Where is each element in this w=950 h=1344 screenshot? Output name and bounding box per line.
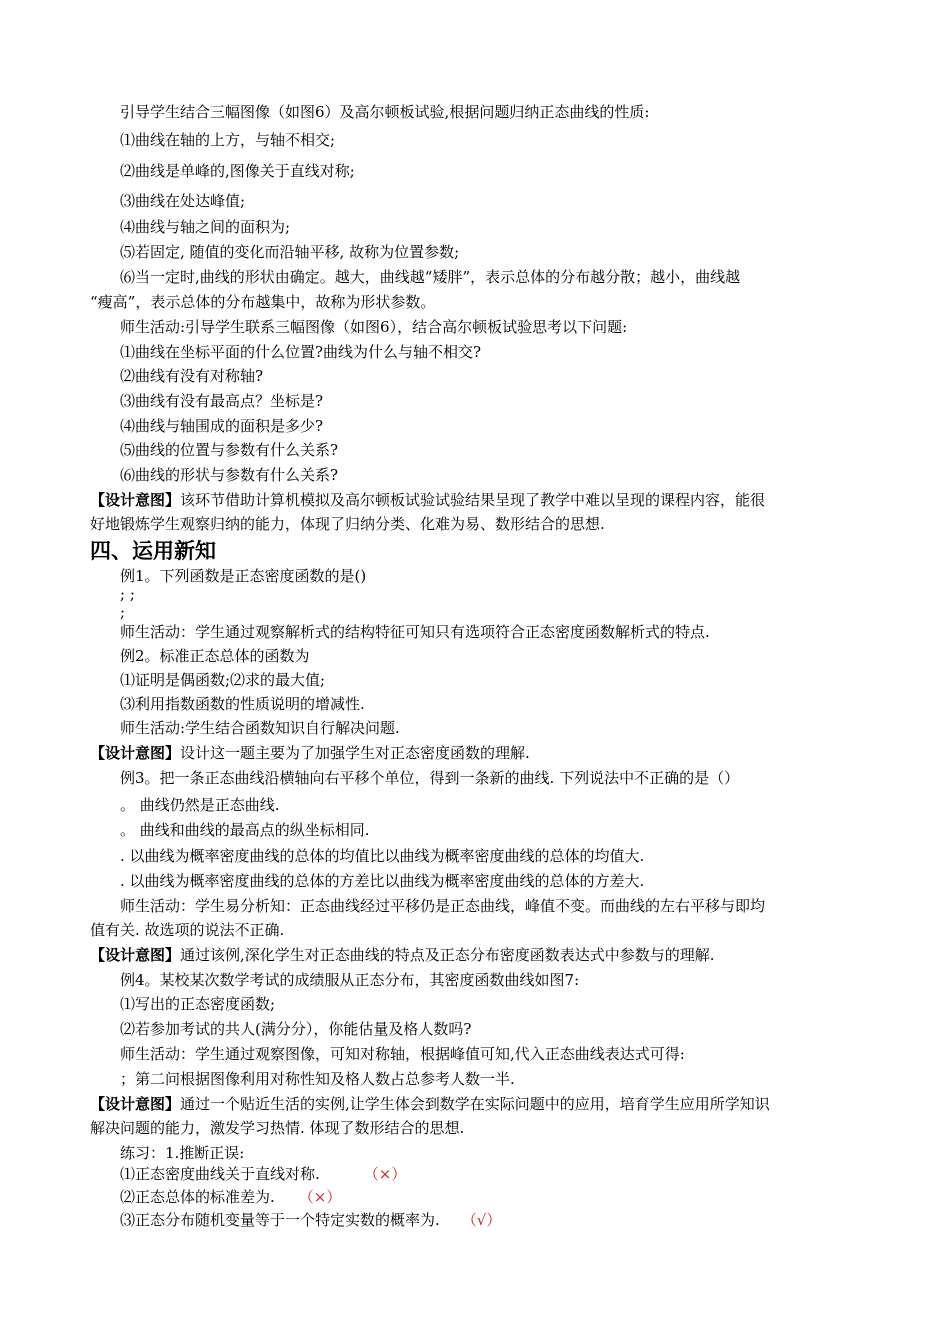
- example-3-option: . 以曲线为概率密度曲线的总体的均值比以曲线为概率密度曲线的总体的均值大.: [120, 847, 645, 865]
- example-3-option: 。 曲线和曲线的最高点的纵坐标相同.: [120, 821, 370, 839]
- design-intent-continuation: 解决问题的能力，激发学习热情. 体现了数形结合的思想.: [90, 1119, 465, 1137]
- example-3-option: . 以曲线为概率密度曲线的总体的方差比以曲线为概率密度曲线的总体的方差大.: [120, 872, 645, 890]
- property-item: ⑴曲线在轴的上方，与轴不相交;: [120, 131, 336, 149]
- question-item: ⑸曲线的位置与参数有什么关系?: [120, 441, 339, 459]
- example-3-title: 例3。把一条正态曲线沿横轴向右平移个单位，得到一条新的曲线. 下列说法中不正确的是（）: [120, 769, 740, 787]
- exercise-item: [120, 1187, 341, 1207]
- example-1-title: 例1。下列函数是正态密度函数的是(): [120, 567, 367, 585]
- design-intent-paragraph: [90, 743, 530, 763]
- design-intent-text: 通过一个贴近生活的实例,让学生体会到数学在实际问题中的应用，培育学生应用所学知识: [180, 1095, 770, 1113]
- exercise-item: [120, 1164, 406, 1184]
- exercise-item: [120, 1210, 501, 1230]
- properties-intro: 引导学生结合三幅图像（如图6）及高尔顿板试验,根据问题归纳正态曲线的性质:: [120, 103, 650, 121]
- design-intent-label: 【设计意图】: [90, 946, 181, 964]
- property-item: ⑸若固定, 随值的变化而沿轴平移, 故称为位置参数;: [120, 243, 460, 261]
- wrong-mark: （×）: [363, 1165, 407, 1183]
- design-intent-label: 【设计意图】: [90, 491, 181, 509]
- exercise-statement: ⑵正态总体的标准差为.: [120, 1188, 275, 1206]
- property-item-continuation: “瘦高”，表示总体的分布越集中，故称为形状参数。: [90, 293, 436, 311]
- exercise-statement: ⑶正态分布随机变量等于一个特定实数的概率为.: [120, 1211, 440, 1229]
- example-2-activity: 师生活动:学生结合函数知识自行解决问题.: [120, 719, 400, 737]
- exercise-statement: ⑴正态密度曲线关于直线对称.: [120, 1165, 320, 1183]
- teacher-activity: 师生活动:引导学生联系三幅图像（如图6），结合高尔顿板试验思考以下问题:: [120, 318, 628, 336]
- section-title: 四、运用新知: [90, 539, 216, 563]
- property-item: ⑷曲线与轴之间的面积为;: [120, 218, 291, 236]
- exercise-title: 练习：1.推断正误:: [120, 1144, 245, 1162]
- example-2-parts: ⑴证明是偶函数;⑵求的最大值;: [120, 671, 326, 689]
- example-1-options: ; ;: [120, 585, 135, 603]
- example-4-part: ⑴写出的正态密度函数;: [120, 995, 276, 1013]
- design-intent-text: 该环节借助计算机模拟及高尔顿板试验试验结果呈现了教学中难以呈现的课程内容，能很: [180, 491, 766, 509]
- design-intent-paragraph: [90, 490, 765, 510]
- design-intent-text: 通过该例,深化学生对正态曲线的特点及正态分布密度函数表达式中参数与的理解.: [180, 946, 715, 964]
- example-4-activity: 师生活动：学生通过观察图像，可知对称轴，根据峰值可知,代入正态曲线表达式可得:: [120, 1045, 685, 1063]
- question-item: ⑶曲线有没有最高点？坐标是?: [120, 392, 324, 410]
- example-4-part: ⑵若参加考试的共人(满分分），你能估量及格人数吗?: [120, 1020, 472, 1038]
- design-intent-paragraph: [90, 1094, 770, 1114]
- correct-mark: （√）: [461, 1211, 502, 1229]
- example-1-activity: 师生活动：学生通过观察解析式的结构特征可知只有选项符合正态密度函数解析式的特点.: [120, 623, 710, 641]
- design-intent-label: 【设计意图】: [90, 1095, 181, 1113]
- example-3-activity-continuation: 值有关. 故选项的说法不正确.: [90, 921, 285, 939]
- question-item: ⑴曲线在坐标平面的什么位置?曲线为什么与轴不相交?: [120, 343, 482, 361]
- wrong-mark: （×）: [298, 1188, 342, 1206]
- example-1-options: ;: [120, 603, 126, 621]
- question-item: ⑷曲线与轴围成的面积是多少?: [120, 417, 324, 435]
- example-3-activity: 师生活动：学生易分析知：正态曲线经过平移仍是正态曲线，峰值不变。而曲线的左右平移与即均: [120, 897, 766, 915]
- design-intent-label: 【设计意图】: [90, 744, 181, 762]
- example-2-title: 例2。标准正态总体的函数为: [120, 647, 310, 665]
- design-intent-paragraph: [90, 945, 715, 965]
- question-item: ⑹曲线的形状与参数有什么关系?: [120, 466, 339, 484]
- property-item: ⑶曲线在处达峰值;: [120, 192, 246, 210]
- design-intent-text: 设计这一题主要为了加强学生对正态密度函数的理解.: [180, 744, 530, 762]
- example-3-option: 。 曲线仍然是正态曲线.: [120, 796, 280, 814]
- property-item: ⑹当一定时,曲线的形状由确定。越大，曲线越“矮胖”，表示总体的分布越分散；越小，曲线越: [120, 268, 741, 286]
- example-2-parts: ⑶利用指数函数的性质说明的增减性.: [120, 695, 365, 713]
- example-4-activity-continuation: ；第二问根据图像利用对称性知及格人数占总参考人数一半.: [120, 1070, 515, 1088]
- property-item: ⑵曲线是单峰的,图像关于直线对称;: [120, 162, 355, 180]
- example-4-title: 例4。某校某次数学考试的成绩服从正态分布，其密度函数曲线如图7:: [120, 971, 580, 989]
- question-item: ⑵曲线有没有对称轴?: [120, 367, 264, 385]
- design-intent-continuation: 好地锻炼学生观察归纳的能力，体现了归纳分类、化难为易、数形结合的思想.: [90, 515, 605, 533]
